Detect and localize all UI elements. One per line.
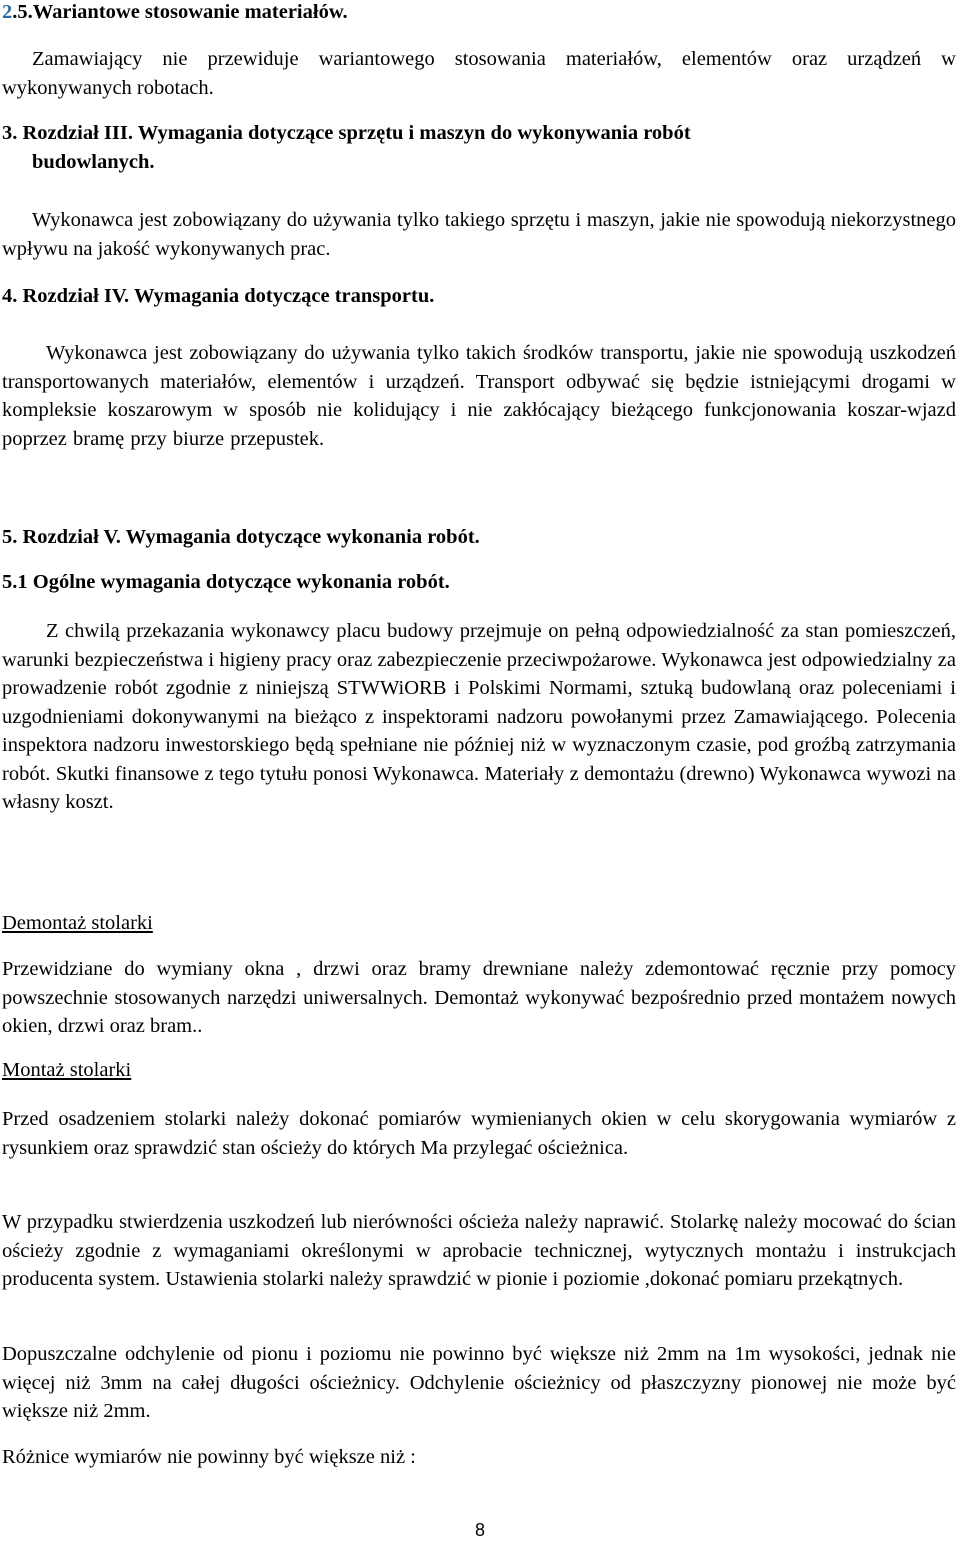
section-4-body: Wykonawca jest zobowiązany do używania tylko takich środków transportu, jakie nie spowodują uszkodzeń transportowanych materiałów, elementów i urządzeń. Transport odbywać się będzie istniejącymi drogami w kompleksie koszarowym w sposób nie kolidujący i nie zakłócający bieżącego funkcjonowania koszar-wjazd poprzez bramę przy biurze przepustek. <box>2 342 956 450</box>
montaz-paragraph-2: W przypadku stwierdzenia uszkodzeń lub nierówności ościeża należy naprawić. Stolarkę należy mocować do ścian ościeży zgodnie z wymaganiami określonymi w aprobacie technicznej, wytycznych montażu i instrukcjach producenta system. Ustawienia stolarki należy sprawdzić w pionie i poziomie ,dokonać pomiaru przekątnych. <box>2 1211 956 1290</box>
demontaz-title: Demontaż stolarki <box>2 912 153 934</box>
montaz-heading <box>2 1056 956 1085</box>
montaz-title: Montaż stolarki <box>2 1059 132 1081</box>
montaz-paragraph-3: Dopuszczalne odchylenie od pionu i poziomu nie powinno być większe niż 2mm na 1m wysokości, jednak nie więcej niż 3mm na całej długości ościeżnicy. Odchylenie ościeżnicy od płaszczyzny pionowej nie może być większe niż 2mm. <box>2 1343 956 1422</box>
section-4-heading: 4. Rozdział IV. Wymagania dotyczące transportu. <box>2 285 435 307</box>
demontaz-body: Przewidziane do wymiany okna , drzwi oraz bramy drewniane należy zdemontować ręcznie przy pomocy powszechnie stosowanych narzędzi uniwersalnych. Demontaż wykonywać bezpośrednio przed montażem nowych okien, drzwi oraz bram.. <box>2 958 956 1037</box>
section-2-5-body: Zamawiający nie przewiduje wariantowego stosowania materiałów, elementów oraz urządzeń w wykonywanych robotach. <box>2 48 956 99</box>
section-5-1-heading: 5.1 Ogólne wymagania dotyczące wykonania robót. <box>2 571 450 593</box>
montaz-paragraph-1: Przed osadzeniem stolarki należy dokonać pomiarów wymienianych okien w celu skorygowania wymiarów z rysunkiem oraz sprawdzić stan ościeży do których Ma przylegać ościeżnica. <box>2 1108 956 1159</box>
section-2-5-number: 2 <box>2 1 13 23</box>
section-3-body: Wykonawca jest zobowiązany do używania tylko takiego sprzętu i maszyn, jakie nie spowodują niekorzystnego wpływu na jakość wykonywanych prac. <box>2 209 956 260</box>
section-3-title-line-1: 3. Rozdział III. Wymagania dotyczące sprzętu i maszyn do wykonywania robót <box>2 122 691 144</box>
section-2-5-title: .5.Wariantowe stosowanie materiałów. <box>12 1 348 23</box>
section-3-title-line-2: budowlanych. <box>32 150 155 173</box>
montaz-paragraph-4: Różnice wymiarów nie powinny być większe niż : <box>2 1446 416 1468</box>
section-2-5-heading <box>2 0 956 27</box>
section-5-heading: 5. Rozdział V. Wymagania dotyczące wykonania robót. <box>2 526 480 548</box>
section-3-heading <box>2 119 956 176</box>
section-5-1-body: Z chwilą przekazania wykonawcy placu budowy przejmuje on pełną odpowiedzialność za stan pomieszczeń, warunki bezpieczeństwa i higieny pracy oraz zabezpieczenie przeciwpożarowe. Wykonawca jest odpowiedzialny za prowadzenie robót zgodnie z niniejszą STWWiORB i Polskimi Normami, sztuką budowlaną oraz poleceniami i uzgodnieniami dokonywanymi na bieżąco z inspektorami nadzoru powołanymi przez Zamawiającego. Polecenia inspektora nadzoru inwestorskiego będą spełniane nie później niż w wyznaczonym czasie, pod groźbą zatrzymania robót. Skutki finansowe z tego tytułu ponosi Wykonawca. Materiały z demontażu (drewno) Wykonawca wywozi na własny koszt. <box>2 620 956 813</box>
demontaz-heading <box>2 909 956 938</box>
page-number: 8 <box>474 1520 485 1540</box>
